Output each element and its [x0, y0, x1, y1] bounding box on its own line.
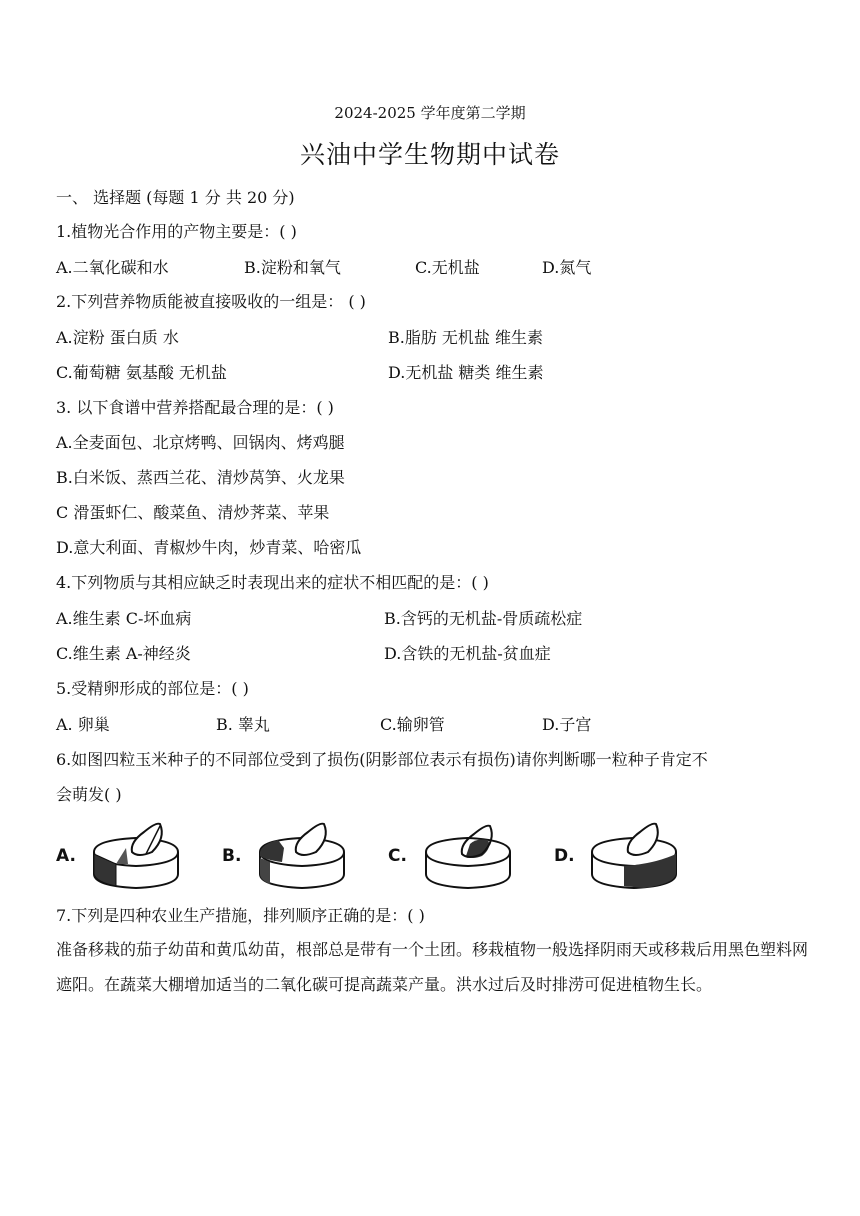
q3-option-b: B.白米饭、蒸西兰花、清炒莴笋、火龙果 [56, 468, 345, 487]
q1-option-a: A.二氧化碳和水 [56, 258, 169, 277]
q4-option-d: D.含铁的无机盐-贫血症 [384, 644, 551, 663]
exam-title: 兴油中学生物期中试卷 [299, 140, 560, 169]
q5-option-d: D.子宫 [542, 715, 592, 734]
q1-option-d: D.氮气 [542, 258, 592, 277]
q2-option-b: B.脂肪 无机盐 维生素 [388, 328, 544, 347]
section-heading: 一、 选择题 (每题 1 分 共 20 分) [56, 188, 295, 207]
seed-figure-b [222, 818, 362, 896]
term-subtitle: 2024-2025 学年度第二学期 [334, 104, 526, 122]
seed-label-d: D. [554, 846, 575, 866]
q5-option-a: A. 卵巢 [56, 715, 110, 734]
q1-option-b: B.淀粉和氧气 [244, 258, 341, 277]
seed-figure-a [56, 818, 196, 896]
seed-label-b: B. [222, 846, 242, 866]
q2-option-c: C.葡萄糖 氨基酸 无机盐 [56, 363, 227, 382]
question-4-stem: 4.下列物质与其相应缺乏时表现出来的症状不相匹配的是：( ) [56, 573, 489, 592]
question-3-stem: 3. 以下食谱中营养搭配最合理的是：( ) [56, 398, 334, 417]
q5-option-c: C.输卵管 [380, 715, 445, 734]
question-6-stem: 6.如图四粒玉米种子的不同部位受到了损伤(阴影部位表示有损伤)请你判断哪一粒种子肯定不 [56, 750, 708, 769]
q2-option-a: A.淀粉 蛋白质 水 [56, 328, 179, 347]
q1-option-c: C.无机盐 [415, 258, 480, 277]
corn-seed-a-drawing [86, 818, 186, 896]
q3-option-d: D.意大利面、青椒炒牛肉，炒青菜、哈密瓜 [56, 538, 362, 557]
question-2-stem: 2.下列营养物质能被直接吸收的一组是： ( ) [56, 292, 366, 311]
q3-option-c: C 滑蛋虾仁、酸菜鱼、清炒荠菜、苹果 [56, 503, 330, 522]
seed-figure-row [56, 818, 696, 896]
q4-option-a: A.维生素 C-坏血病 [56, 609, 192, 628]
corn-seed-c-drawing [418, 818, 518, 896]
seed-figure-d [554, 818, 694, 896]
q2-option-d: D.无机盐 糖类 维生素 [388, 363, 544, 382]
seed-label-a: A. [56, 846, 76, 866]
seed-label-c: C. [388, 846, 407, 866]
question-7-stem: 7.下列是四种农业生产措施，排列顺序正确的是：( ) [56, 906, 425, 925]
q4-option-b: B.含钙的无机盐-骨质疏松症 [384, 609, 583, 628]
q4-option-c: C.维生素 A-神经炎 [56, 644, 191, 663]
corn-seed-d-drawing [584, 818, 684, 896]
question-5-stem: 5.受精卵形成的部位是：( ) [56, 679, 249, 698]
question-7-passage: 准备移栽的茄子幼苗和黄瓜幼苗，根部总是带有一个土团。移栽植物一般选择阴雨天或移栽后用黑色塑料网遮阳。在蔬菜大棚增加适当的二氧化碳可提高蔬菜产量。洪水过后及时排涝可促进植物生长。 [56, 940, 809, 994]
corn-seed-b-drawing [252, 818, 352, 896]
question-6-stem-cont: 会萌发( ) [56, 785, 122, 804]
seed-figure-c [388, 818, 528, 896]
q5-option-b: B. 睾丸 [216, 715, 270, 734]
question-1-stem: 1.植物光合作用的产物主要是：( ) [56, 222, 297, 241]
q3-option-a: A.全麦面包、北京烤鸭、回锅肉、烤鸡腿 [56, 433, 345, 452]
